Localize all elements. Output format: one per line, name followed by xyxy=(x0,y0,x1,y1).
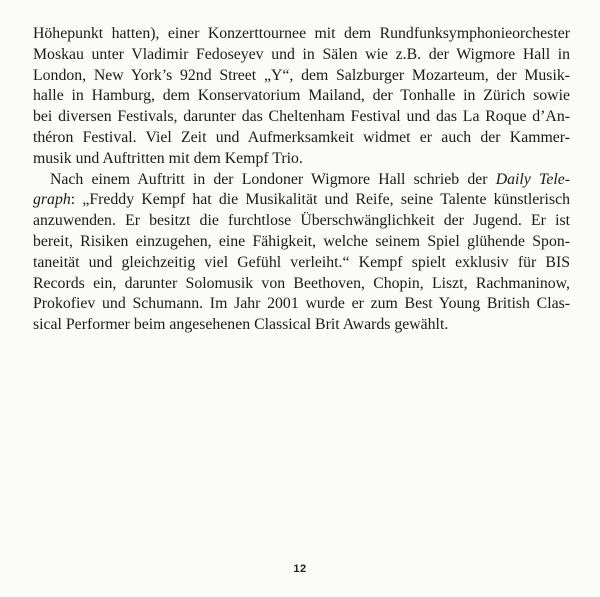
text-segment: Nach einem Auftritt in der Londoner Wigmore Hall schrieb der xyxy=(50,170,496,188)
text-line xyxy=(33,128,570,149)
text-line xyxy=(33,24,570,45)
page-number: 12 xyxy=(293,563,307,575)
text-line xyxy=(33,294,570,315)
text-segment: Prokofiev und Schumann. Im Jahr 2001 wurde er zum Best Young British Clas- xyxy=(33,295,570,313)
body-text xyxy=(33,0,570,336)
text-segment: halle in Hamburg, dem Konservatorium Mailand, der Tonhalle in Zürich sowie xyxy=(33,87,570,105)
text-segment: Records ein, darunter Solomusik von Beethoven, Chopin, Liszt, Rachmaninow, xyxy=(33,274,570,292)
text-line xyxy=(33,45,570,66)
text-segment: Moskau unter Vladimir Fedoseyev und in Sälen wie z.B. der Wigmore Hall in xyxy=(33,45,570,63)
text-segment: London, New York’s 92nd Street „Y“, dem Salzburger Mozarteum, der Musik- xyxy=(33,66,570,84)
text-line xyxy=(33,232,570,253)
text-line xyxy=(33,211,570,232)
text-line xyxy=(33,190,570,211)
text-line xyxy=(33,315,570,336)
italic-text-segment: Daily Tele- xyxy=(495,170,570,188)
text-segment: sical Performer beim angesehenen Classical Brit Awards gewählt. xyxy=(33,316,449,334)
text-segment: anzuwenden. Er besitzt die furchtlose Überschwänglichkeit der Jugend. Er ist xyxy=(33,212,570,230)
text-line xyxy=(33,86,570,107)
italic-text-segment: graph xyxy=(33,191,71,209)
text-line xyxy=(33,66,570,87)
text-segment: taneität und gleichzeitig viel Gefühl verleiht.“ Kempf spielt exklusiv für BIS xyxy=(33,253,570,271)
text-line xyxy=(33,107,570,128)
text-line xyxy=(33,253,570,274)
text-segment: : „Freddy Kempf hat die Musikalität und Reife, seine Talente künstlerisch xyxy=(70,191,570,209)
text-segment: bereit, Risiken einzugehen, eine Fähigkeit, welche seinem Spiel glühende Spon- xyxy=(33,232,570,250)
text-line xyxy=(33,149,570,170)
text-line xyxy=(33,170,570,191)
text-segment: Höhepunkt hatten), einer Konzerttournee mit dem Rundfunksymphonieorchester xyxy=(33,25,570,42)
text-segment: musik und Auftritten mit dem Kempf Trio. xyxy=(33,149,303,167)
text-line xyxy=(33,274,570,295)
text-segment: théron Festival. Viel Zeit und Aufmerksamkeit widmet er auch der Kammer- xyxy=(33,128,570,146)
text-segment: bei diversen Festivals, darunter das Cheltenham Festival und das La Roque d’An- xyxy=(33,108,570,126)
